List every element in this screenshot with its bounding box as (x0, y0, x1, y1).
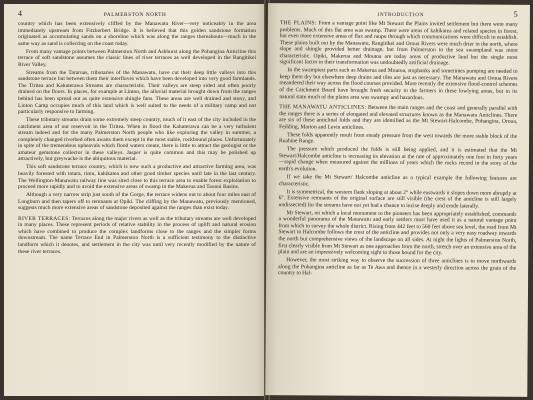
left-page (4, 4, 266, 396)
paragraph (279, 174, 517, 189)
paragraph-text: Mt Stewart, on which a local monument to the pioneers has been appropriately established, commands a wonderful panorama of the Manawatu and early settlers must have used it as a natural vantage point from which to survey the whole district. Rising from 442 feet to 560 feet above sea level, the road from Mt Stewart to Halcombe follows the crest of the anticline and provides not only a very easy roadway towards the north but comprehensive views of the landscape on all sides. At night the lights of Palmerston North, first clearly visible from Mt Stewart as one approaches from the north, stretch over an extensive area of the plain and are an impressively welcoming sight to those bound for the city. (278, 209, 517, 257)
paragraph-text: This soft sandstone terrace country, which is now such a productive and attractive farming area, was heavily forested with totara, rimu, kahikatea and other good timber species until late in the last century. The Wellington-Manawatu railway line was sited close to this terrace area to enable forest exploitation to proceed more rapidly and to avoid the extensive areas of swamp in the Makerua and Taonui Basins. (18, 164, 256, 191)
paragraph-text: Although a very narrow strip just south of the Gorge, the terrace widens out to about four miles east of Longburn and then tapers off to remnants at Opiki. The cliffing by the Manawatu, previously mentioned, suggests much more extensive areas of sandstone deposited against the ranges than exist today. (18, 192, 256, 212)
section-heading: THE MANAWATU ANTICLINES: (279, 104, 367, 111)
paragraph (18, 216, 256, 255)
paragraph-text: These tributary streams drain some extremely steep country, much of it east of the city included in the catchment area of our reservoir in the Tiritea. When in flood the Kahuterawa can be a very turbulent stream indeed and for the many Palmerston North people who like exploring the valley in summer, a completely changed riverbed often awaits them except in the most stable, rockbound places. Unfortunately in spite of the tremendous upheavals which flood waters create, there is little to attract the geologist or the amateur gemstone collector in these valleys. Jasper is quite common and this may be polished up attractively, but greywacke is the ubiquitous material. (18, 117, 256, 163)
paragraph-text: However, the most striking way to observe the succession of three anticlines is to move northwards along the Pohangina anticline as far as Te Awa and thence in a westerly direction across the grain of the country to Hal- (278, 257, 517, 277)
paragraph (279, 189, 517, 210)
paragraph (18, 164, 256, 190)
paragraph (18, 192, 256, 212)
paragraph (280, 20, 518, 67)
paragraph-text: It is symmetrical, the western flank sloping at about 2° while eastwards it slopes down more abruptly at 6°. Extensive remnants of the original surface are still visible (the crest of the anticline is still largely undissected) for the streams have not yet had a chance to incise deeply and erode laterally. (278, 188, 517, 210)
left-page-body (18, 21, 256, 255)
paragraph-text: country which has been extensively cliffed by the Manawatu River—very noticeably in the area immediately upstream from Fitzherbert Bridge. It is believed that this golden sandstone formation originated as accumulating sands on a shoreline which was along the ranges thereabouts—much in the same way as sand is collecting on the coast today. (18, 21, 256, 47)
paragraph (18, 70, 256, 116)
left-page-number: 4 (18, 9, 23, 18)
paragraph-text: From many vantage points between Palmerston North and Ashhurst along the Pohangina Anticline this terrace of soft sandstone assumes the classic lines of river terraces as well developed in the Rangitikei River Valley. (18, 48, 256, 68)
paragraph-text: Streams from the Tararuas, tributaries of the Manawatu, have cut their deep little valleys into this sandstone terrace but between them their interfluves which have been developed into very good farmlands. The Tiritea and Kahuterawa Streams are characteristic. Their valleys are steep sided and often poorly drained on the floors. In places, for example at Linton, the alluvial material brought down from the ranges behind has been spread out as quite extensive shingle fans. These areas are well drained and stony, and Linton Camp occupies much of this land which is well suited to the needs of a military camp and not particularly responsive to farming. (18, 69, 256, 116)
paragraph-text: Terraces along the major rivers as well as the tributary streams are well developed in many places. These represent periods of relative stability in the process of uplift and natural erosion which have combined to produce the complex landforms close to the ranges and the simpler forms downstream. The name Terrace End in Palmerston North is a sufficient testimony to the distinctive landform which it denotes, and settlement in the city was until very recently modified by the nature of these river terraces. (18, 215, 256, 255)
paragraph (18, 117, 256, 163)
left-page-header (18, 9, 256, 18)
left-running-head: PALMERSTON NORTH (103, 12, 167, 18)
paragraph (279, 104, 517, 132)
paragraph-text: Between the main ranges and the coast and generally parallel with the ranges there is a series of elongated and elevated structures known as the Manawatu Anticlines. There are six of these anticlinal folds and they are identified as the Mt Stewart-Halcombe, Pohangina, Oroua, Feilding, Marton and Levin anticlines. (279, 104, 518, 131)
right-page-number: 5 (513, 9, 518, 19)
paragraph-text: In the swampiest parts such as Makerua and Moutoa, stopbanks and sometimes pumping are needed to keep them dry but elsewhere deep drains and tiles are just as necessary. The Manawatu and Oroua Rivers meandered their way across the flood courses provided. More recently the extensive flood-control schemes of the Catchment Board have brought fresh security to the farmers in these lowlying areas, but in its natural state much of the plains area was swampy and hazardous. (279, 67, 518, 101)
paragraph (278, 257, 516, 278)
paragraph (279, 67, 517, 101)
paragraph (18, 49, 256, 69)
right-page (265, 3, 530, 397)
paragraph-text: If we take the Mt Stewart/ Halcombe anticline as a typical example the following features are characteristic. (278, 174, 517, 187)
paragraph (18, 21, 256, 47)
right-page-body (278, 20, 518, 278)
paragraph (279, 147, 517, 175)
paragraph (278, 210, 516, 257)
paragraph-text: The pressure which produced the folds is still being applied, and it is estimated that the Mt Stewart/Halcombe anticline is increasing its elevation at the rate of approximately one foot in forty years—rapid change when measured against the millions of years which the rocks record in the story of the earth's evolution. (278, 146, 517, 173)
right-page-header (280, 8, 518, 19)
paragraph-text: From a vantage point like Mt Stewart the Plains invited settlement but there were many problems. Much of this flat area was swamp. There were areas of kahikatea and related species in forest, but even more extensive areas of flax and raupo through which communications were difficult to establish. These plains built out by the Manawatu, Rangitikei and Oroua Rivers were much drier in the north, where slope and shingle provided better drainage, but from Palmerston to the sea swampland was more characteristic. Opiki, Makerua and Moutoa are today areas of productive land but the single most significant factor in their transformation was undoubtedly artificial drainage. (279, 20, 518, 67)
paragraph-text: These folds apparently result from steady pressure from the west towards the more stable block of the Ruahine Range. (279, 131, 518, 145)
section-heading: THE PLAINS: (279, 20, 317, 27)
section-heading: RIVER TERRACES: (18, 215, 71, 222)
paragraph (279, 132, 517, 147)
right-running-head: INTRODUCTION (377, 11, 424, 19)
